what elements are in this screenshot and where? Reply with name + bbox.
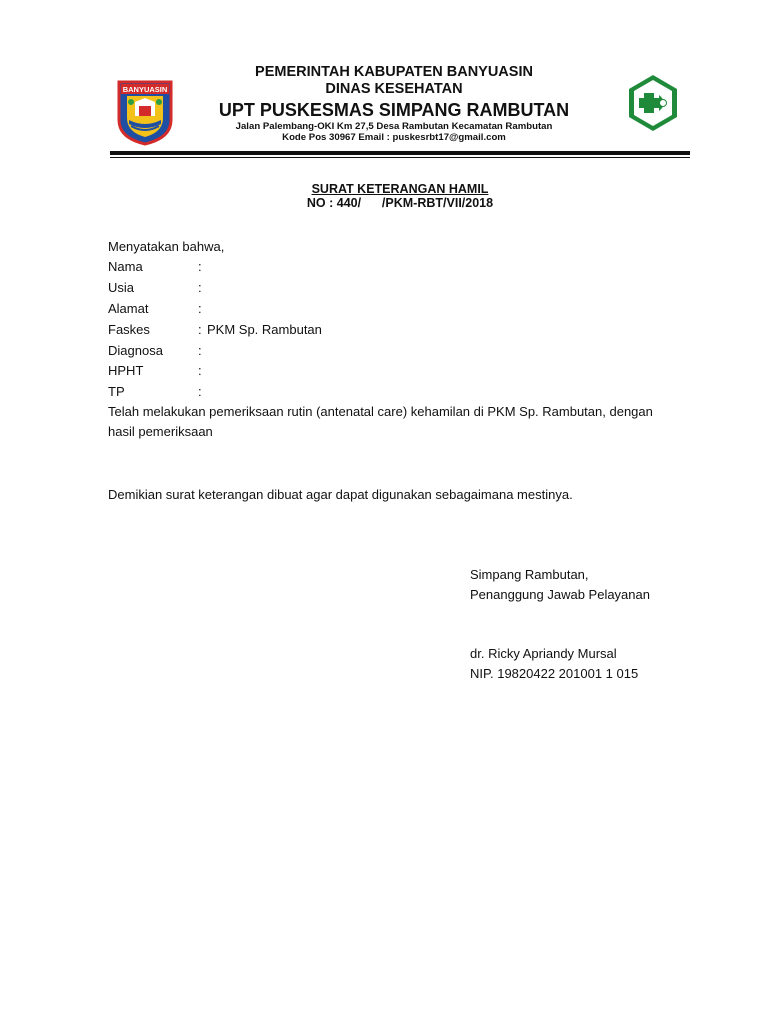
crest-text: BANYUASIN bbox=[122, 85, 168, 94]
field-colon: : bbox=[198, 259, 202, 275]
field-row-hpht bbox=[108, 361, 322, 382]
intro-text: Menyatakan bahwa, bbox=[108, 239, 225, 254]
field-row-nama bbox=[108, 257, 322, 278]
field-row-tp bbox=[108, 382, 322, 403]
closing-statement: Demikian surat keterangan dibuat agar dapat digunakan sebagaimana mestinya. bbox=[108, 487, 573, 502]
field-label: HPHT bbox=[108, 363, 144, 379]
letter-title bbox=[200, 182, 600, 210]
field-colon: : bbox=[198, 363, 202, 379]
field-label: Diagnosa bbox=[108, 342, 163, 358]
field-label: TP bbox=[108, 384, 125, 400]
signatory bbox=[470, 644, 638, 684]
signatory-nip: NIP. 19820422 201001 1 015 bbox=[470, 666, 639, 681]
field-row-usia bbox=[108, 278, 322, 299]
signature-role: Penanggung Jawab Pelayanan bbox=[470, 587, 650, 602]
field-label: Faskes bbox=[108, 321, 150, 337]
patient-fields bbox=[108, 257, 322, 403]
field-row-diagnosa bbox=[108, 340, 322, 361]
agency-name: DINAS KESEHATAN bbox=[325, 81, 463, 97]
header-rule bbox=[110, 151, 690, 155]
paragraph-line-2: hasil pemeriksaan bbox=[108, 424, 213, 439]
signature-block bbox=[470, 565, 650, 605]
letterhead bbox=[180, 64, 608, 143]
regency-crest-icon bbox=[117, 80, 173, 146]
signatory-name: dr. Ricky Apriandy Mursal bbox=[470, 646, 617, 661]
address-line: Jalan Palembang-OKI Km 27,5 Desa Rambutan Kecamatan Rambutan bbox=[235, 121, 553, 132]
field-label: Nama bbox=[108, 259, 143, 275]
gov-name: PEMERINTAH KABUPATEN BANYUASIN bbox=[255, 64, 533, 80]
letter-number: NO : 440/ /PKM-RBT/VII/2018 bbox=[306, 196, 494, 210]
field-colon: : bbox=[198, 321, 202, 337]
field-colon: : bbox=[198, 300, 202, 316]
field-row-alamat bbox=[108, 299, 322, 320]
paragraph-line-1: Telah melakukan pemeriksaan rutin (antenatal care) kehamilan di PKM Sp. Rambutan, dengan bbox=[108, 404, 653, 419]
puskesmas-logo-icon bbox=[626, 73, 680, 133]
letter-heading: SURAT KETERANGAN HAMIL bbox=[311, 182, 489, 196]
field-colon: : bbox=[198, 280, 202, 296]
field-colon: : bbox=[198, 342, 202, 358]
examination-paragraph bbox=[108, 402, 708, 442]
signature-place: Simpang Rambutan, bbox=[470, 567, 589, 582]
contact-line: Kode Pos 30967 Email : puskesrbt17@gmail.com bbox=[282, 132, 506, 143]
field-label: Usia bbox=[108, 280, 135, 296]
field-colon: : bbox=[198, 384, 202, 400]
field-value: PKM Sp. Rambutan bbox=[207, 321, 322, 337]
institution-name: UPT PUSKESMAS SIMPANG RAMBUTAN bbox=[218, 100, 570, 120]
field-label: Alamat bbox=[108, 300, 149, 316]
field-row-faskes bbox=[108, 319, 322, 340]
header-rule-thin bbox=[110, 157, 690, 158]
